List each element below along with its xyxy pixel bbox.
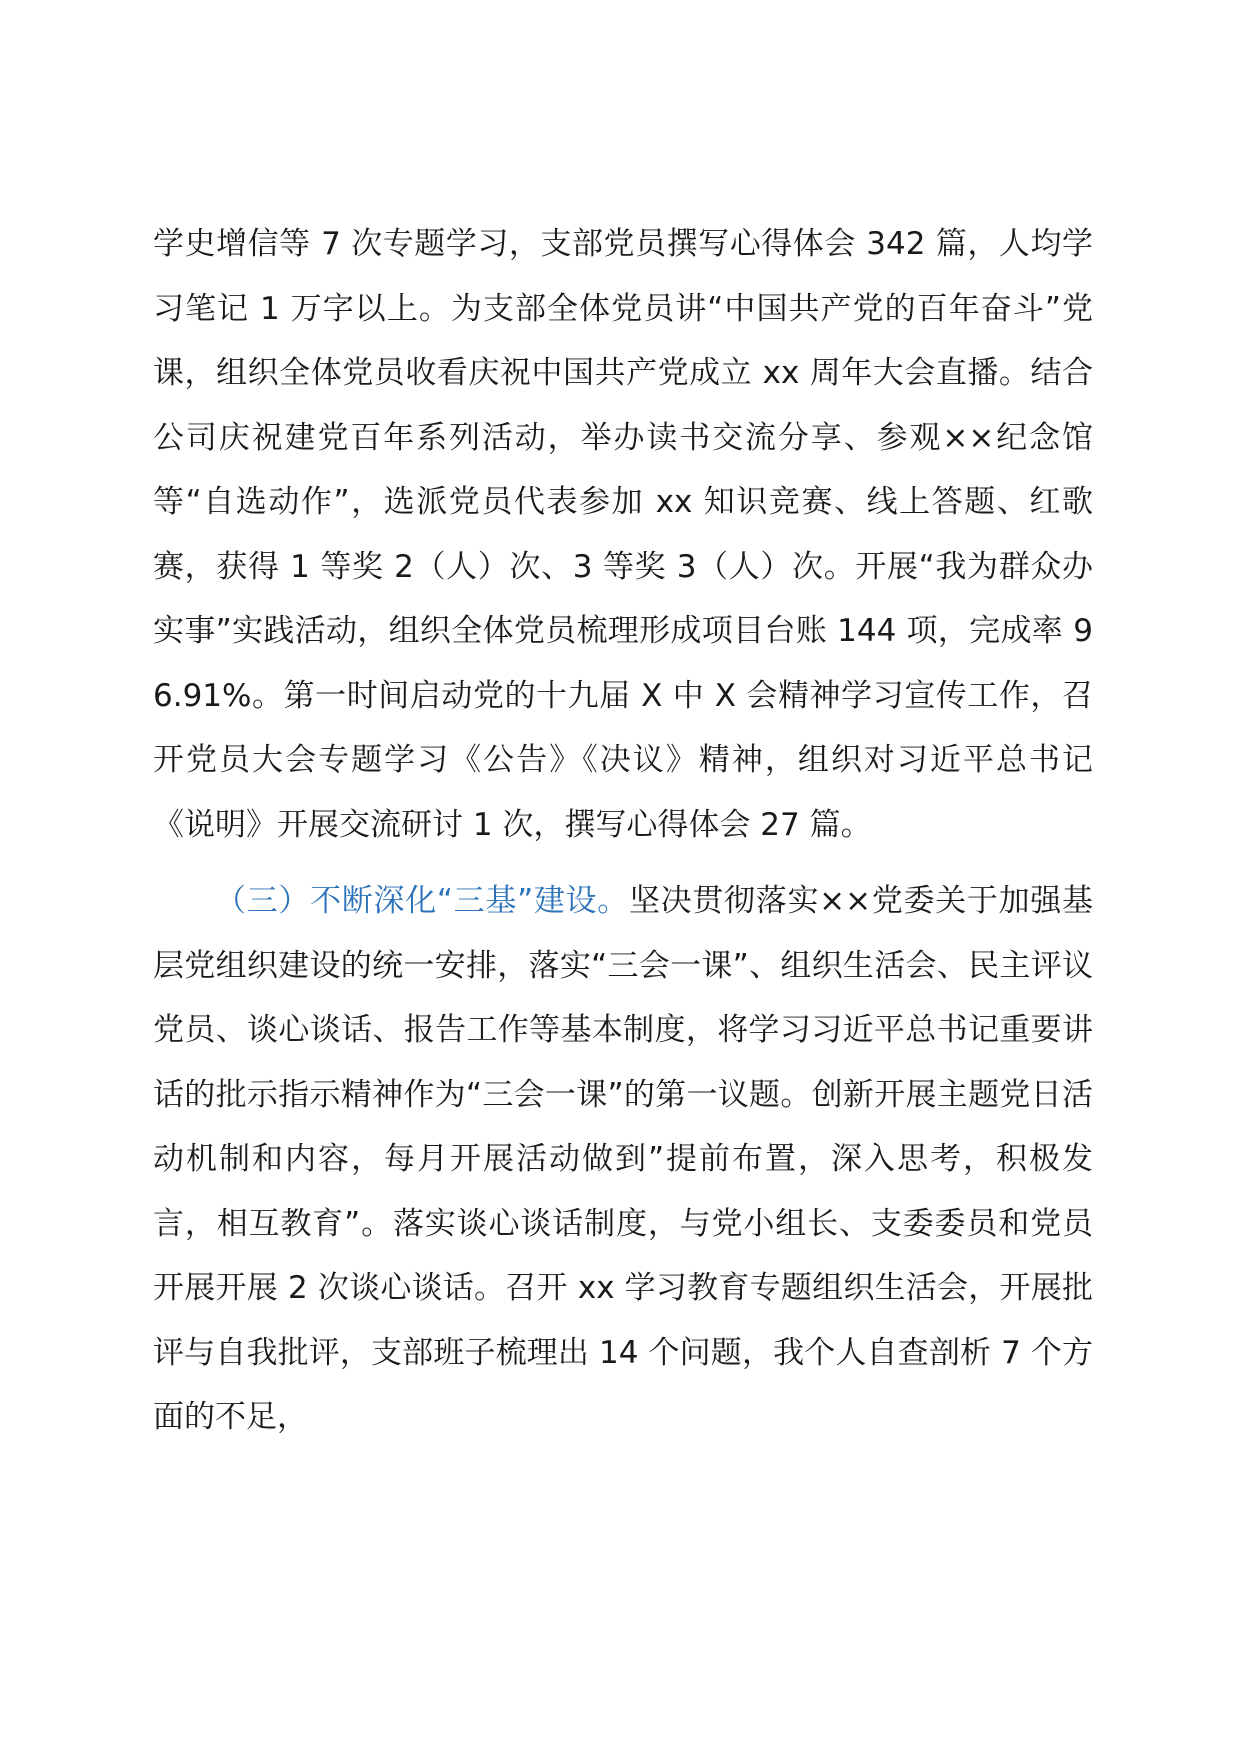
document-body xyxy=(153,212,1093,1450)
section-body-text: 坚决贯彻落实××党委关于加强基层党组织建设的统一安排，落实“三会一课”、组织生活会、民主评议党员、谈心谈话、报告工作等基本制度，将学习习近平总书记重要讲话的批示指示精神作为“三会一课”的第一议题。创新开展主题党日活动机制和内容，每月开展活动做到”提前布置，深入思考，积极发言，相互教育”。落实谈心谈话制度，与党小组长、支委委员和党员开展开展 2 次谈心谈话。召开 xx 学习教育专题组织生活会，开展批评与自我批评，支部班子梳理出 14 个问题，我个人自查剖析 7 个方面的不足， xyxy=(153,883,1093,1435)
body-paragraph: 学史增信等 7 次专题学习，支部党员撰写心得体会 342 篇，人均学习笔记 1 万字以上。为支部全体党员讲“中国共产党的百年奋斗”党课，组织全体党员收看庆祝中国共产党成立 xx 周年大会直播。结合公司庆祝建党百年系列活动，举办读书交流分享、参观××纪念馆等“自选动作”，选派党员代表参加 xx 知识竞赛、线上答题、红歌赛，获得 1 等奖 2（人）次、3 等奖 3（人）次。开展“我为群众办实事”实践活动，组织全体党员梳理形成项目台账 144 项，完成率 96.91%。第一时间启动党的十九届 X 中 X 会精神学习宣传工作，召开党员大会专题学习《公告》《决议》精神，组织对习近平总书记《说明》开展交流研讨 1 次，撰写心得体会 27 篇。 xyxy=(153,226,1093,843)
section-heading: （三）不断深化“三基”建设。 xyxy=(215,883,629,919)
section-paragraph xyxy=(153,869,1093,1450)
